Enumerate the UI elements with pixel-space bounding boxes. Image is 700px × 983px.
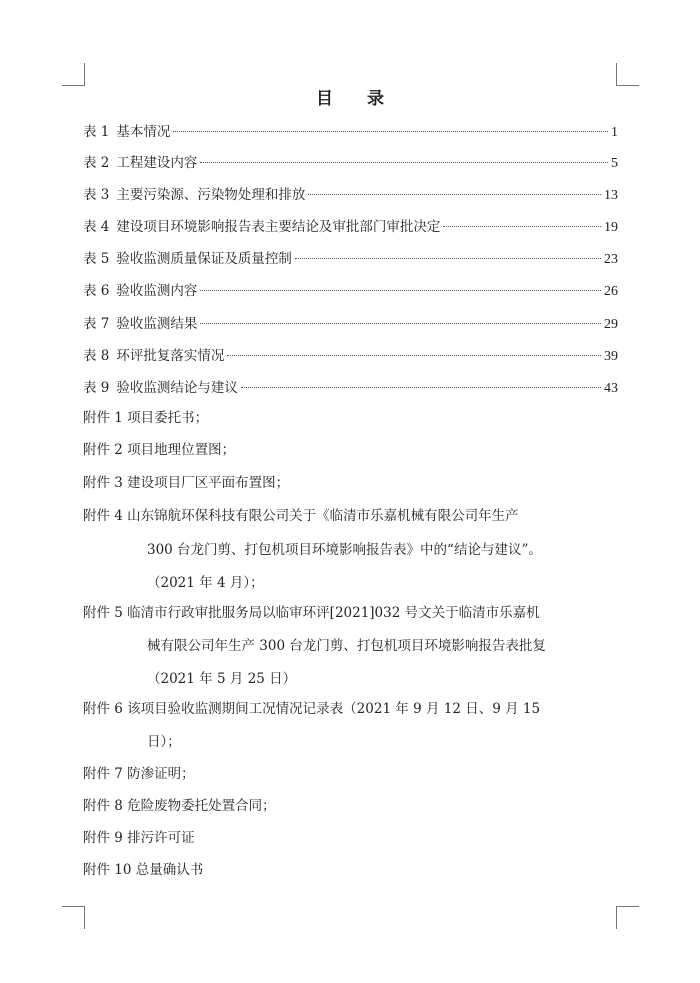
toc-page-number: 5: [611, 156, 618, 171]
toc-label: 验收监测结论与建议: [116, 380, 238, 396]
toc-number: 表 1: [83, 124, 110, 140]
toc-entry[interactable]: [83, 153, 618, 173]
toc-number: 表 9: [83, 380, 110, 396]
toc-number: 表 4: [83, 219, 110, 235]
toc-label: 建设项目环境影响报告表主要结论及审批部门审批决定: [116, 219, 441, 235]
crop-mark-top-right: [616, 63, 639, 86]
page-title: 目 录: [316, 89, 398, 109]
toc-dot-leader: [200, 323, 601, 324]
toc-dot-leader: [241, 387, 601, 388]
toc-page-number: 1: [611, 125, 618, 140]
crop-mark-bottom-right: [616, 906, 639, 929]
attachment-item: [83, 408, 620, 428]
attachment-line: 附件 3 建设项目厂区平面布置图；: [83, 475, 290, 491]
toc-entry[interactable]: [83, 217, 618, 237]
toc-dot-leader: [227, 355, 601, 356]
crop-mark-top-left: [62, 63, 85, 86]
toc-page-number: 23: [604, 252, 618, 267]
attachment-item: [83, 473, 620, 493]
toc-label: 环评批复落实情况: [116, 348, 225, 364]
toc-dot-leader: [443, 226, 601, 227]
toc-number: 表 6: [83, 283, 110, 299]
toc-label: 基本情况: [116, 124, 171, 140]
toc-label: 验收监测质量保证及质量控制: [116, 251, 292, 267]
toc-page-number: 43: [604, 381, 618, 396]
attachment-line: 械有限公司年生产 300 台龙门剪、打包机项目环境影响报告表批复: [147, 638, 546, 654]
attachment-item: [83, 860, 620, 880]
toc-label: 验收监测内容: [116, 283, 198, 299]
toc-entry[interactable]: [83, 314, 618, 334]
toc-number: 表 7: [83, 316, 110, 332]
attachment-line: 300 台龙门剪、打包机项目环境影响报告表》中的“结论与建议”。: [147, 542, 542, 558]
toc-entry[interactable]: [83, 281, 618, 301]
toc-number: 表 5: [83, 251, 110, 267]
toc-page-number: 26: [604, 284, 618, 299]
attachment-item: [83, 603, 620, 689]
toc-page-number: 29: [604, 317, 618, 332]
toc-entry[interactable]: [83, 346, 618, 366]
attachment-item: [83, 699, 620, 752]
attachment-item: [83, 440, 620, 460]
attachment-line: 附件 1 项目委托书；: [83, 410, 209, 426]
toc-page-number: 13: [604, 188, 618, 203]
toc-dot-leader: [173, 131, 608, 132]
attachment-line: 附件 6 该项目验收监测期间工况情况记录表（2021 年 9 月 12 日、9 月 15: [83, 701, 541, 717]
attachment-line: （2021 年 4 月）；: [147, 575, 264, 591]
attachment-item: [83, 796, 620, 816]
toc-entry[interactable]: [83, 185, 618, 205]
toc-label: 验收监测结果: [116, 316, 198, 332]
toc-dot-leader: [200, 162, 608, 163]
toc-number: 表 3: [83, 187, 110, 203]
attachment-item: [83, 506, 620, 593]
attachment-item: [83, 828, 620, 848]
toc-entry[interactable]: [83, 378, 618, 398]
attachment-line: 日）；: [147, 734, 181, 750]
toc-entry[interactable]: [83, 249, 618, 269]
attachment-line: 附件 10 总量确认书: [83, 862, 204, 878]
toc-dot-leader: [308, 194, 601, 195]
attachment-item: [83, 764, 620, 784]
toc-dot-leader: [295, 258, 601, 259]
toc-page-number: 19: [604, 220, 618, 235]
attachment-line: 附件 5 临清市行政审批服务局以临审环评[2021]032 号文关于临清市乐嘉机: [83, 605, 540, 621]
crop-mark-bottom-left: [62, 906, 85, 929]
toc-label: 主要污染源、污染物处理和排放: [116, 187, 306, 203]
attachment-line: 附件 2 项目地理位置图；: [83, 442, 236, 458]
attachment-line: 附件 9 排污许可证: [83, 830, 195, 846]
attachment-line: 附件 7 防渗证明；: [83, 766, 195, 782]
toc-label: 工程建设内容: [116, 155, 198, 171]
toc-entry[interactable]: [83, 122, 618, 142]
toc-dot-leader: [200, 290, 601, 291]
toc-page-number: 39: [604, 349, 618, 364]
toc-number: 表 2: [83, 155, 110, 171]
attachment-line: 附件 8 危险废物委托处置合同；: [83, 798, 276, 814]
toc-number: 表 8: [83, 348, 110, 364]
attachment-line: 附件 4 山东锦航环保科技有限公司关于《临清市乐嘉机械有限公司年生产: [83, 508, 519, 524]
attachment-line: （2021 年 5 月 25 日）: [147, 671, 297, 687]
